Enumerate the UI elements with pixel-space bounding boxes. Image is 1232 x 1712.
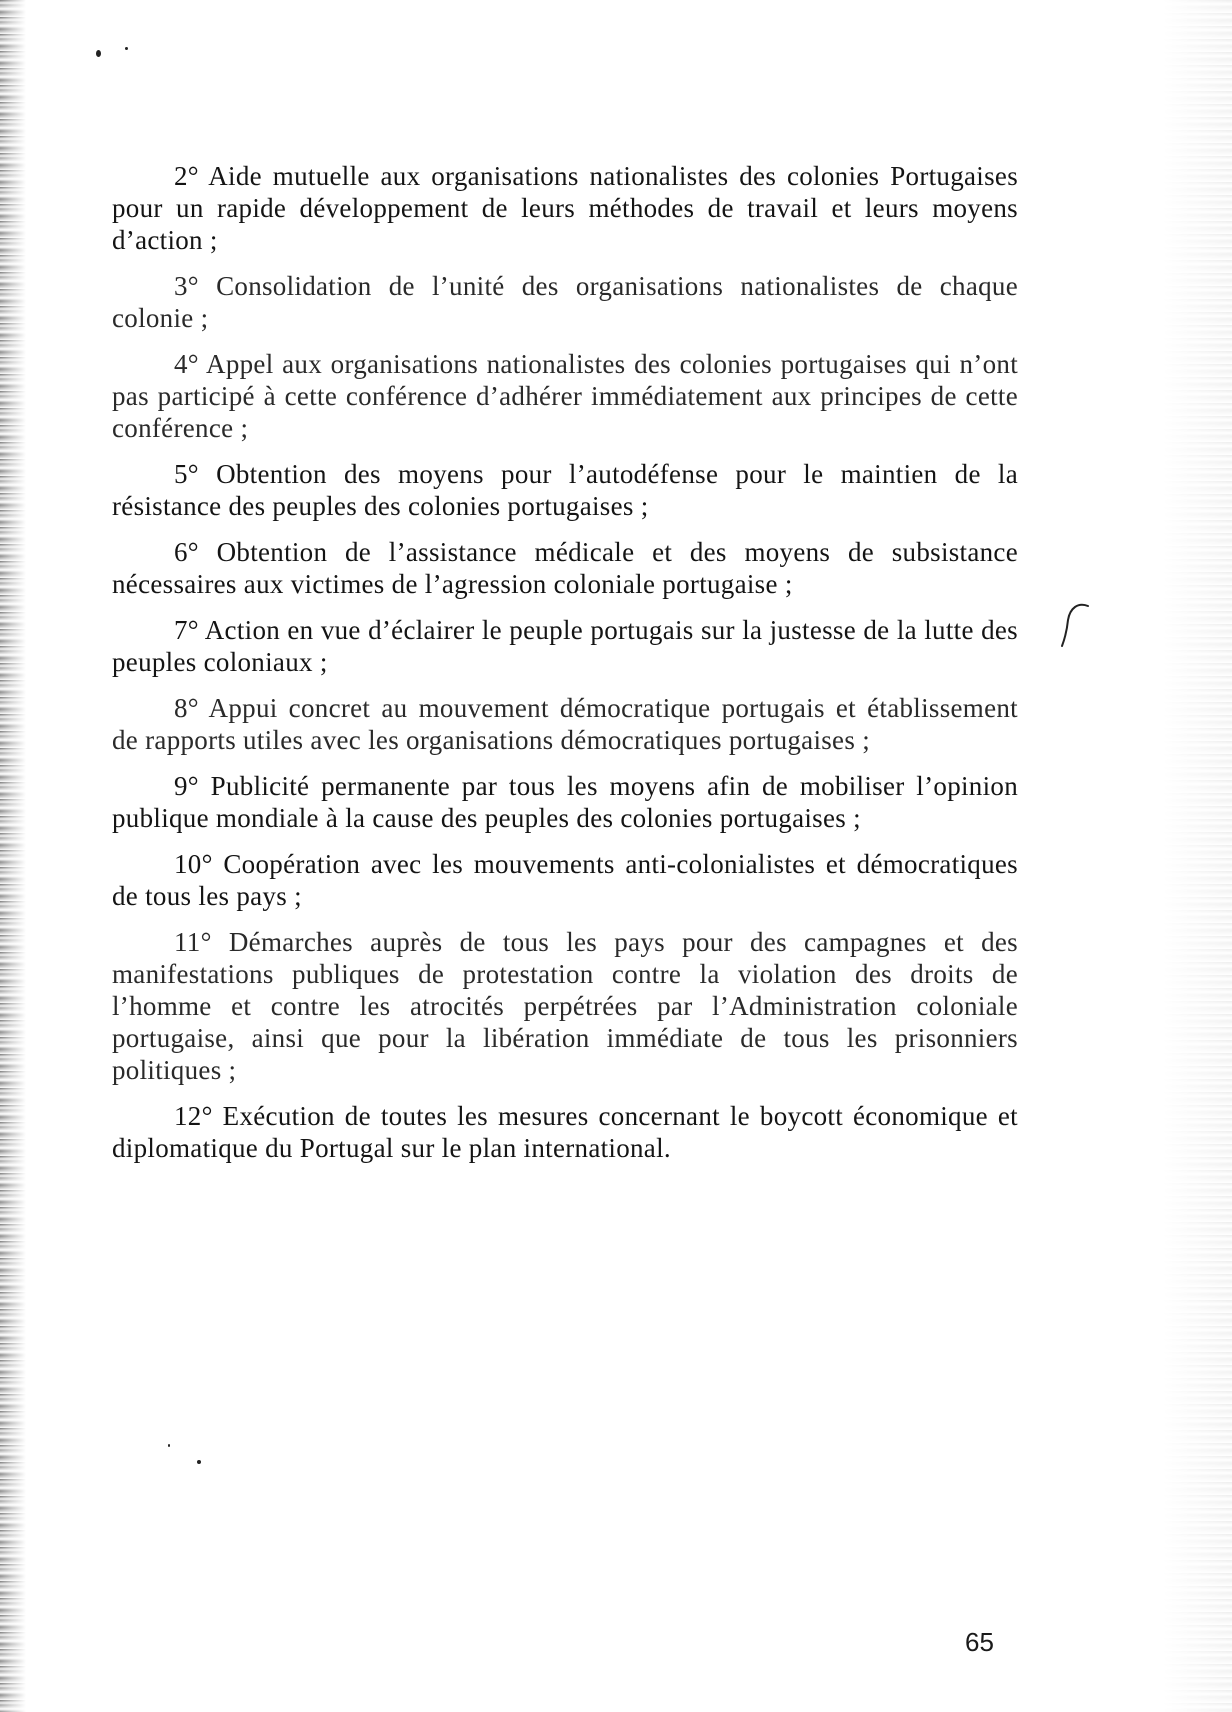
- list-item: 3° Consolidation de l’unité des organisations nationalistes de chaque colonie ;: [112, 271, 1018, 333]
- list-item: 4° Appel aux organisations nationalistes des colonies portugaises qui n’ont pas participé à cette conférence d’adhérer immédiatement aux principes de cette conférence ;: [112, 349, 1018, 443]
- list-item: 8° Appui concret au mouvement démocratique portugais et établissement de rapports utiles avec les organisations démocratiques portugaises ;: [112, 693, 1018, 755]
- list-item: 7° Action en vue d’éclairer le peuple portugais sur la justesse de la lutte des peuples coloniaux ;: [112, 615, 1018, 677]
- ink-speck: [197, 1460, 201, 1464]
- scan-right-noise: [1162, 0, 1232, 1712]
- ink-speck: [168, 1444, 170, 1447]
- list-item: 6° Obtention de l’assistance médicale et des moyens de subsistance nécessaires aux victimes de l’agression coloniale portugaise ;: [112, 537, 1018, 599]
- list-item: 12° Exécution de toutes les mesures concernant le boycott économique et diplomatique du Portugal sur le plan international.: [112, 1101, 1018, 1163]
- handwritten-margin-mark: [1058, 600, 1092, 650]
- list-item: 10° Coopération avec les mouvements anti-colonialistes et démocratiques de tous les pays ;: [112, 849, 1018, 911]
- ink-speck: [96, 50, 101, 57]
- list-item: 9° Publicité permanente par tous les moyens afin de mobiliser l’opinion publique mondiale à la cause des peuples des colonies portugaises ;: [112, 771, 1018, 833]
- list-item: 11° Démarches auprès de tous les pays pour des campagnes et des manifestations publiques de protestation contre la violation des droits de l’homme et contre les atrocités perpétrées par l’Administration coloniale portugaise, ainsi que pour la libération immédiate de tous les prisonniers politiques ;: [112, 927, 1018, 1085]
- page-number: 65: [965, 1627, 994, 1657]
- scan-edge-noise: [0, 0, 26, 1712]
- list-item: 5° Obtention des moyens pour l’autodéfense pour le maintien de la résistance des peuples des colonies portugaises ;: [112, 459, 1018, 521]
- document-body: [112, 160, 1018, 1178]
- list-item: 2° Aide mutuelle aux organisations nationalistes des colonies Portugaises pour un rapide développement de leurs méthodes de travail et leurs moyens d’action ;: [112, 161, 1018, 255]
- ink-speck: [125, 47, 128, 50]
